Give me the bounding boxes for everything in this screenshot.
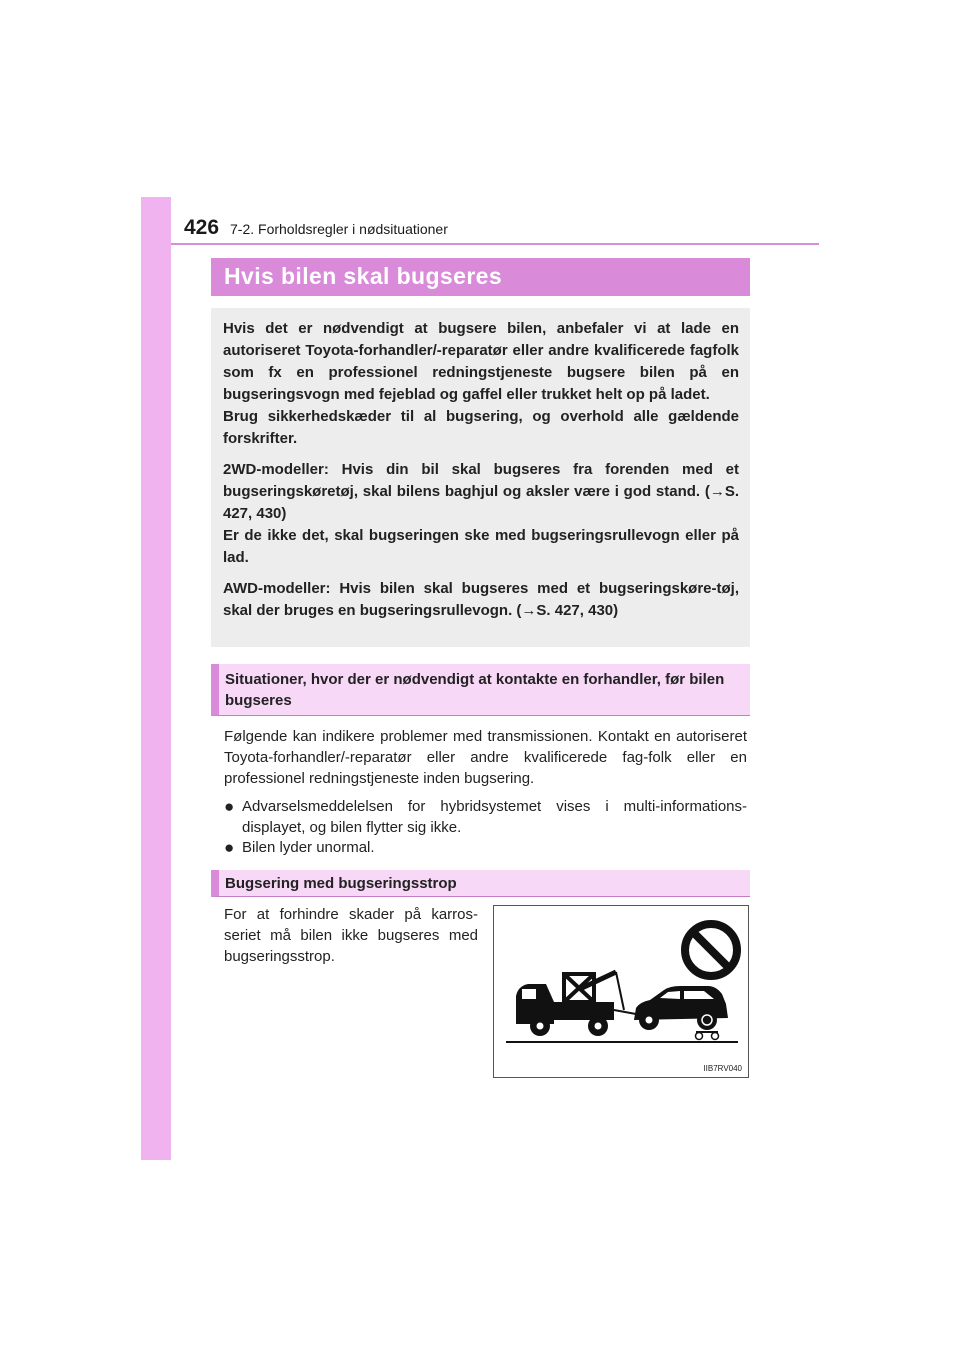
towing-strap-note: For at forhindre skader på karros-seriet må bilen ikke bugseres med bugseringsstrop. [224, 906, 478, 965]
list-item [224, 796, 747, 838]
intro-paragraph: Brug sikkerhedskæder til al bugsering, og overhold alle gældende forskrifter. [223, 408, 739, 447]
intro-paragraph: 2WD-modeller: Hvis din bil skal bugseres fra forenden med et bugseringskøretøj, skal bilens baghjul og aksler være i god stand. (→S. 427, 430) [223, 461, 739, 522]
transmission-paragraph: Følgende kan indikere problemer med transmissionen. Kontakt en autoriseret Toyota-forhandler/-reparatør eller andre kvalificerede fag-folk eller en professionel redningstjeneste inden bugsering. [224, 728, 747, 787]
bullet-icon: ● [224, 838, 235, 857]
page-number: 426 [184, 216, 220, 239]
title-band [211, 258, 750, 296]
intro-paragraph: AWD-modeller: Hvis bilen skal bugseres med et bugseringskøre-tøj, skal der bruges en bugseringsrullevogn. (→S. 427, 430) [223, 580, 739, 619]
list-item-text: Bilen lyder unormal. [242, 839, 375, 856]
intro-box [211, 308, 750, 647]
chapter-sidebar-tab [141, 197, 171, 1160]
list-item-text: Advarselsmeddelelsen for hybridsystemet vises i multi-informations-displayet, og bilen flytter sig ikke. [242, 798, 747, 836]
intro-paragraph: Hvis det er nødvendigt at bugsere bilen, anbefaler vi at lade en autoriseret Toyota-forhandler/-reparatør eller andre kvalificerede fagfolk som fx en professionel redningstjeneste bugsere bilen på en bugseringsvogn med fejeblad og gaffel eller trukket helt op på ladet. [223, 320, 739, 403]
header-divider [171, 243, 819, 245]
intro-paragraph: Er de ikke det, skal bugseringen ske med bugseringsrullevogn eller på lad. [223, 527, 739, 566]
section-heading-towing-strap: Bugsering med bugseringsstrop [211, 870, 750, 897]
section-label: 7-2. Forholdsregler i nødsituationer [230, 221, 448, 237]
page-title: Hvis bilen skal bugseres [224, 263, 503, 289]
tow-truck-illustration [493, 905, 749, 1078]
section-heading-dealer-contact: Situationer, hvor der er nødvendigt at kontakte en forhandler, før bilen bugseres [211, 664, 750, 716]
bullet-icon: ● [224, 797, 235, 816]
list-item [224, 837, 747, 858]
figure-code: IIB7RV040 [703, 1064, 742, 1073]
towing-prohibited-icon [494, 906, 748, 1077]
